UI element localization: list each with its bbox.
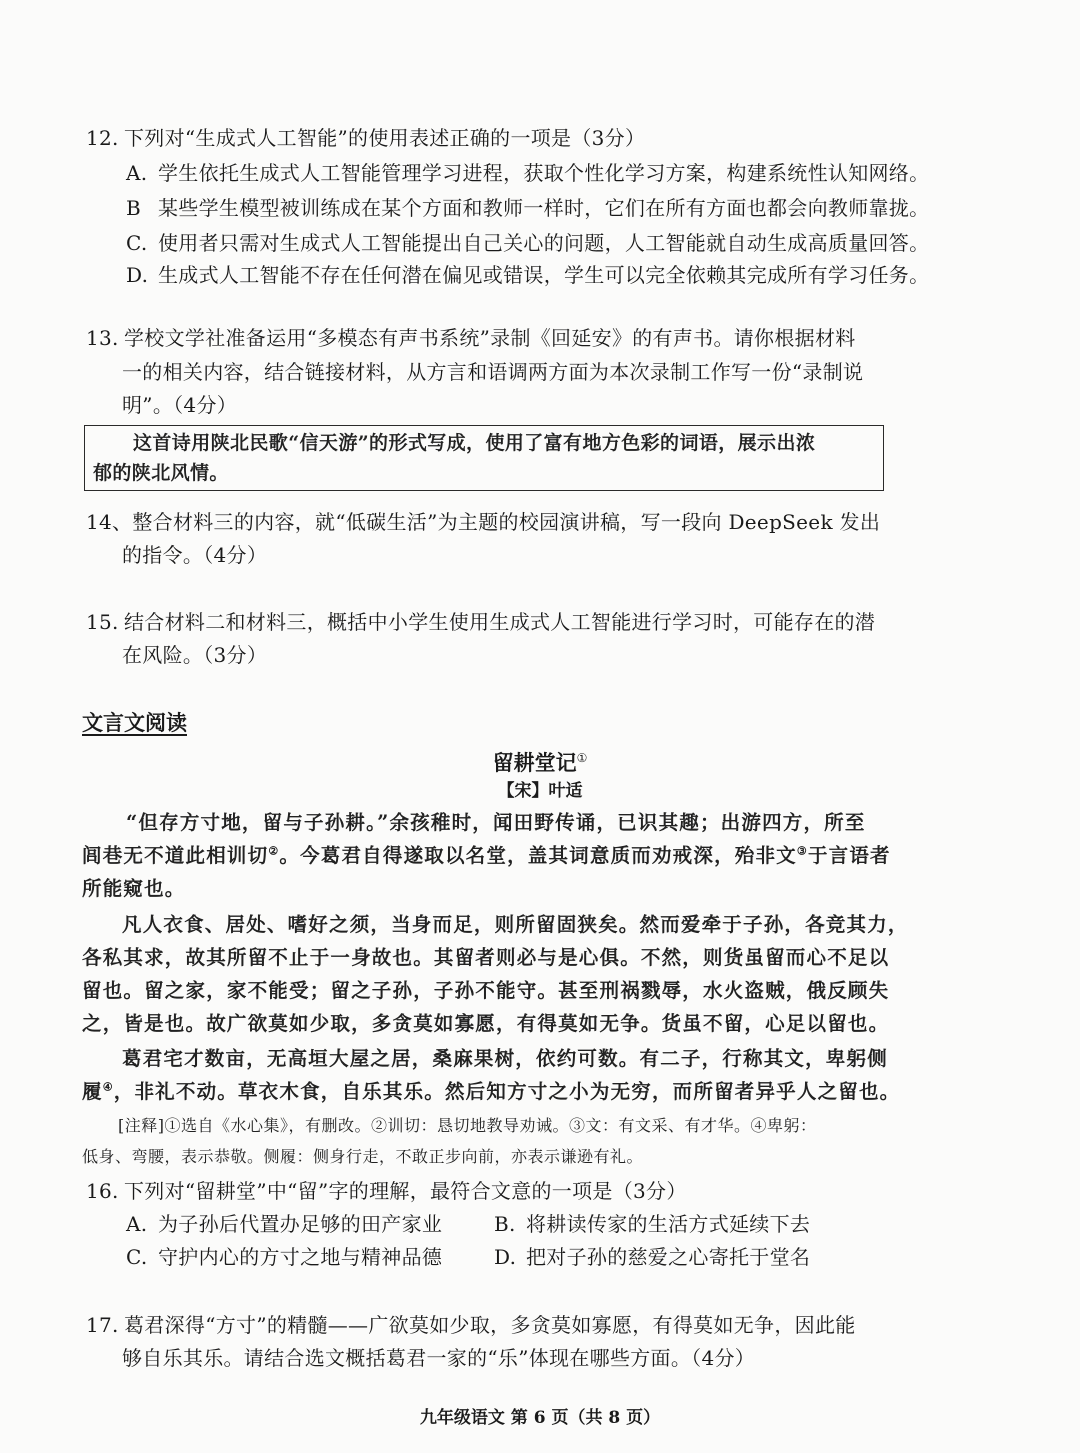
option-key: A.	[126, 161, 148, 185]
option-key: B	[126, 196, 141, 220]
paragraph-2-line-1: 凡人衣食、居处、嗜好之须，当身而足，则所留固狭矣。然而爱牵于子孙，各竞其力，	[122, 913, 909, 936]
question-number: 13.	[86, 326, 119, 350]
option-text: 某些学生模型被训练成在某个方面和教师一样时，它们在所有方面也都会向教师靠拢。	[158, 196, 930, 220]
question-text: 葛君深得“方寸”的精髓——广欲莫如少取，多贪莫如寡愿，有得莫如无争，因此能	[124, 1313, 856, 1337]
text-run: ，非礼不动。草衣木食，自乐其乐。然后知方寸之小为无穷，而所留者异乎人之留也。	[113, 1080, 901, 1103]
paragraph-3-line-1: 葛君宅才数亩，无高垣大屋之居，桑麻果树，依约可数。有二子，行称其文，卑躬侧	[122, 1047, 888, 1070]
option-text: 守护内心的方寸之地与精神品德	[158, 1245, 443, 1269]
text-run: 于言语者	[807, 844, 891, 867]
paragraph-1-line-1: “但存方寸地，留与子孙耕。”余孩稚时，闻田野传诵，已识其趣；出游四方，所至	[126, 811, 866, 834]
box-line-2: 郁的陕北风情。	[93, 462, 229, 484]
annotation-line-1: [注释]①选自《水心集》，有删改。②训切：恳切地教导劝诫。③文：有文采、有才华。④卑躬：	[118, 1116, 817, 1135]
question-15-line-2: 在风险。（3分）	[122, 643, 268, 667]
option-key: A.	[126, 1212, 148, 1236]
question-number: 17.	[86, 1313, 119, 1337]
question-17-line-2: 够自乐其乐。请结合选文概括葛君一家的“乐”体现在哪些方面。（4分）	[122, 1346, 756, 1370]
option-text: 为子孙后代置办足够的田产家业	[158, 1212, 443, 1236]
question-text: 学校文学社准备运用“多模态有声书系统”录制《回延安》的有声书。请你根据材料	[124, 326, 856, 350]
option-text: 使用者只需对生成式人工智能提出自己关心的问题，人工智能就自动生成高质量回答。	[158, 231, 930, 255]
footnote-marker: ①	[576, 751, 588, 765]
paragraph-3-line-2	[82, 1077, 900, 1107]
question-12-stem	[86, 123, 645, 153]
paragraph-1-line-3: 所能窥也。	[82, 877, 186, 900]
article-author: 【宋】叶适	[497, 781, 583, 801]
question-17-line-1	[86, 1310, 856, 1340]
question-12-option-a	[126, 158, 929, 188]
question-text: 下列对“生成式人工智能”的使用表述正确的一项是（3分）	[124, 126, 646, 150]
question-number: 15.	[86, 610, 119, 634]
question-16-stem	[86, 1176, 687, 1206]
question-16-option-a	[126, 1209, 442, 1239]
question-12-option-b	[126, 193, 929, 223]
paragraph-2-line-3: 留也。留之家，家不能受；留之子孙，子孙不能守。甚至刑祸戮辱，水火盗贼，俄反顾失	[82, 979, 890, 1002]
box-line-1: 这首诗用陕北民歌“信天游”的形式写成，使用了富有地方色彩的词语，展示出浓	[133, 432, 816, 454]
option-text: 学生依托生成式人工智能管理学习进程，获取个性化学习方案，构建系统性认知网络。	[158, 161, 930, 185]
question-number: 14、	[86, 510, 133, 534]
question-16-option-d	[494, 1242, 810, 1272]
article-title	[0, 743, 1080, 778]
link-material-box	[84, 425, 884, 491]
option-key: D.	[494, 1245, 517, 1269]
section-title: 文言文阅读	[82, 710, 187, 735]
question-16-option-c	[126, 1242, 442, 1272]
question-text: 下列对“留耕堂”中“留”字的理解，最符合文意的一项是（3分）	[124, 1179, 687, 1203]
question-text: 整合材料三的内容，就“低碳生活”为主题的校园演讲稿，写一段向 DeepSeek 发出	[132, 510, 881, 534]
footnote-marker: ③	[796, 844, 808, 858]
question-13-line-3: 明”。（4分）	[122, 393, 238, 417]
annotation-line-2: 低身、弯腰，表示恭敬。侧履：侧身行走，不敢正步向前，亦表示谦逊有礼。	[82, 1147, 644, 1166]
text-run: 履	[82, 1080, 103, 1103]
question-16-option-b	[494, 1209, 810, 1239]
question-12-option-c	[126, 228, 929, 258]
option-text: 生成式人工智能不存在任何潜在偏见或错误，学生可以完全依赖其完成所有学习任务。	[158, 263, 930, 287]
question-14-line-1	[86, 507, 880, 537]
article-title-text: 留耕堂记	[492, 750, 577, 775]
question-15-line-1	[86, 607, 875, 637]
question-number: 12.	[86, 126, 119, 150]
option-key: C.	[126, 231, 148, 255]
question-13-line-2: 一的相关内容，结合链接材料，从方言和语调两方面为本次录制工作写一份“录制说	[122, 360, 864, 384]
question-12-option-d	[126, 260, 929, 290]
question-13-line-1	[86, 323, 856, 353]
option-key: D.	[126, 263, 149, 287]
question-number: 16.	[86, 1179, 119, 1203]
page-footer: 九年级语文 第 6 页（共 8 页）	[419, 1408, 661, 1428]
option-text: 把对子孙的慈爱之心寄托于堂名	[526, 1245, 811, 1269]
paragraph-2-line-4: 之，皆是也。故广欲莫如少取，多贪莫如寡愿，有得莫如无争。货虽不留，心足以留也。	[82, 1012, 890, 1035]
text-run: 。今葛君自得遂取以名堂，盖其词意质而劝戒深，殆非文	[279, 844, 797, 867]
question-text: 结合材料二和材料三，概括中小学生使用生成式人工智能进行学习时，可能存在的潜	[124, 610, 876, 634]
question-14-line-2: 的指令。（4分）	[122, 543, 268, 567]
text-run: 闾巷无不道此相训切	[82, 844, 269, 867]
option-key: C.	[126, 1245, 148, 1269]
footnote-marker: ④	[102, 1080, 114, 1094]
paragraph-1-line-2	[82, 841, 891, 871]
option-key: B.	[494, 1212, 516, 1236]
footnote-marker: ②	[268, 844, 280, 858]
paragraph-2-line-2: 各私其求，故其所留不止于一身故也。其留者则必与是心俱。不然，则货虽留而心不足以	[82, 946, 890, 969]
option-text: 将耕读传家的生活方式延续下去	[526, 1212, 811, 1236]
